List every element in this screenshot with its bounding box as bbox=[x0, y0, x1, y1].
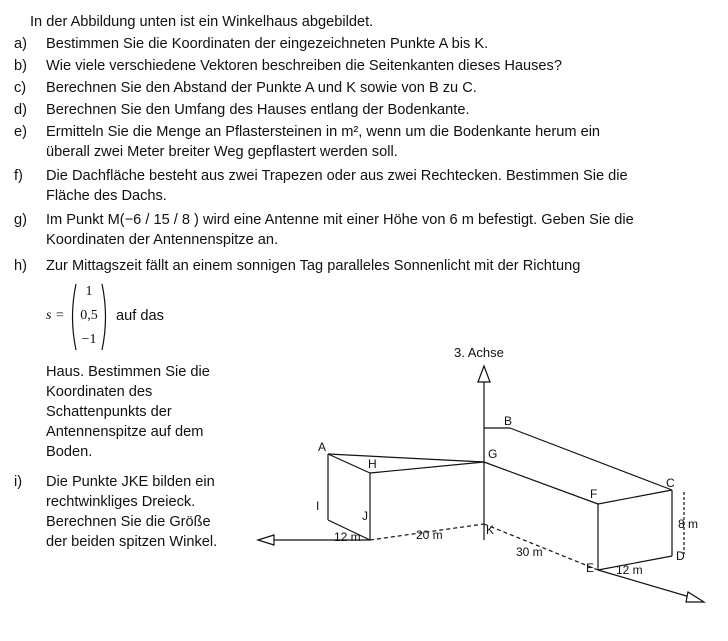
task-label: d) bbox=[14, 102, 27, 118]
dim-8m: 8 m bbox=[678, 517, 699, 531]
point-i-label: I bbox=[316, 499, 320, 513]
point-h-label: H bbox=[368, 457, 377, 471]
point-k-label: K bbox=[486, 523, 495, 537]
task-label: e) bbox=[14, 124, 27, 140]
task-line-1: Die Dachfläche besteht aus zwei Trapezen oder aus zwei Rechtecken. Bestimmen Sie die bbox=[46, 168, 628, 184]
vector-component-2: 0,5 bbox=[80, 308, 98, 323]
task-text: Die Punkte JKE bilden ein rechtwinkliges Dreieck. Berechnen Sie die Größe der beiden spitzen Winkel. bbox=[46, 474, 218, 550]
task-label: g) bbox=[14, 212, 27, 228]
point-d-label: D bbox=[676, 549, 685, 563]
task-text: Wie viele verschiedene Vektoren beschreiben die Seitenkanten dieses Hauses? bbox=[46, 58, 562, 74]
task-text: Bestimmen Sie die Koordinaten der eingezeichneten Punkte A bis K. bbox=[46, 36, 489, 52]
task-line-2: Koordinaten der Antennenspitze an. bbox=[46, 232, 279, 248]
task-label: f) bbox=[14, 168, 23, 184]
axis-1-arrow bbox=[258, 535, 274, 545]
edge-fc bbox=[598, 490, 672, 504]
vector-symbol: s = bbox=[46, 308, 65, 323]
point-c-label: C bbox=[666, 476, 675, 490]
vector-component-1: 1 bbox=[85, 284, 93, 299]
axis-2-arrow bbox=[686, 592, 704, 602]
point-f-label: F bbox=[590, 487, 598, 501]
point-a-label: A bbox=[318, 440, 327, 454]
intro-text: In der Abbildung unten ist ein Winkelhaus abgebildet. bbox=[30, 14, 374, 30]
dim-12m-left: 12 m bbox=[334, 530, 361, 544]
axis-3-arrow bbox=[478, 366, 490, 382]
task-text: Berechnen Sie den Umfang des Hauses entlang der Bodenkante. bbox=[46, 102, 470, 118]
task-line-1: Im Punkt M(−6 / 15 / 8 ) wird eine Antenne mit einer Höhe von 6 m befestigt. Geben Sie die bbox=[46, 212, 634, 228]
edge-a-b bbox=[328, 428, 484, 454]
axis-3-label: 3. Achse bbox=[454, 345, 504, 360]
vector-after-text: auf das bbox=[116, 308, 164, 324]
task-label: c) bbox=[14, 80, 27, 96]
dim-12m-right: 12 m bbox=[616, 563, 643, 577]
task-label: h) bbox=[14, 258, 27, 274]
task-line-2: Fläche des Dachs. bbox=[46, 188, 167, 204]
edge-gf bbox=[484, 462, 598, 504]
task-label: a) bbox=[14, 36, 27, 52]
dim-30m: 30 m bbox=[516, 545, 543, 559]
task-line-1: Ermitteln Sie die Menge an Pflastersteinen in m², wenn um die Bodenkante herum ein bbox=[46, 124, 601, 140]
task-text: Zur Mittagszeit fällt an einem sonnigen Tag paralleles Sonnenlicht mit der Richtung bbox=[46, 258, 581, 274]
edge-ag bbox=[328, 454, 484, 462]
task-text: Haus. Bestimmen Sie die Koordinaten des Schattenpunkts der Antennenspitze auf dem Boden. bbox=[46, 364, 210, 460]
vector-component-3: −1 bbox=[81, 332, 97, 347]
edge-ah bbox=[328, 454, 370, 473]
point-j-label: J bbox=[362, 509, 368, 523]
point-e-label: E bbox=[586, 561, 595, 575]
edge-hg bbox=[370, 462, 484, 473]
task-label: i) bbox=[14, 474, 23, 490]
dim-20m: 20 m bbox=[416, 528, 443, 542]
task-label: b) bbox=[14, 58, 27, 74]
task-text: Berechnen Sie den Abstand der Punkte A und K sowie von B zu C. bbox=[46, 80, 477, 96]
task-line-2: überall zwei Meter breiter Weg gepflastert werden soll. bbox=[46, 144, 398, 160]
axis-2-line bbox=[598, 570, 700, 600]
point-g-label: G bbox=[488, 447, 498, 461]
point-b-label: B bbox=[504, 414, 513, 428]
